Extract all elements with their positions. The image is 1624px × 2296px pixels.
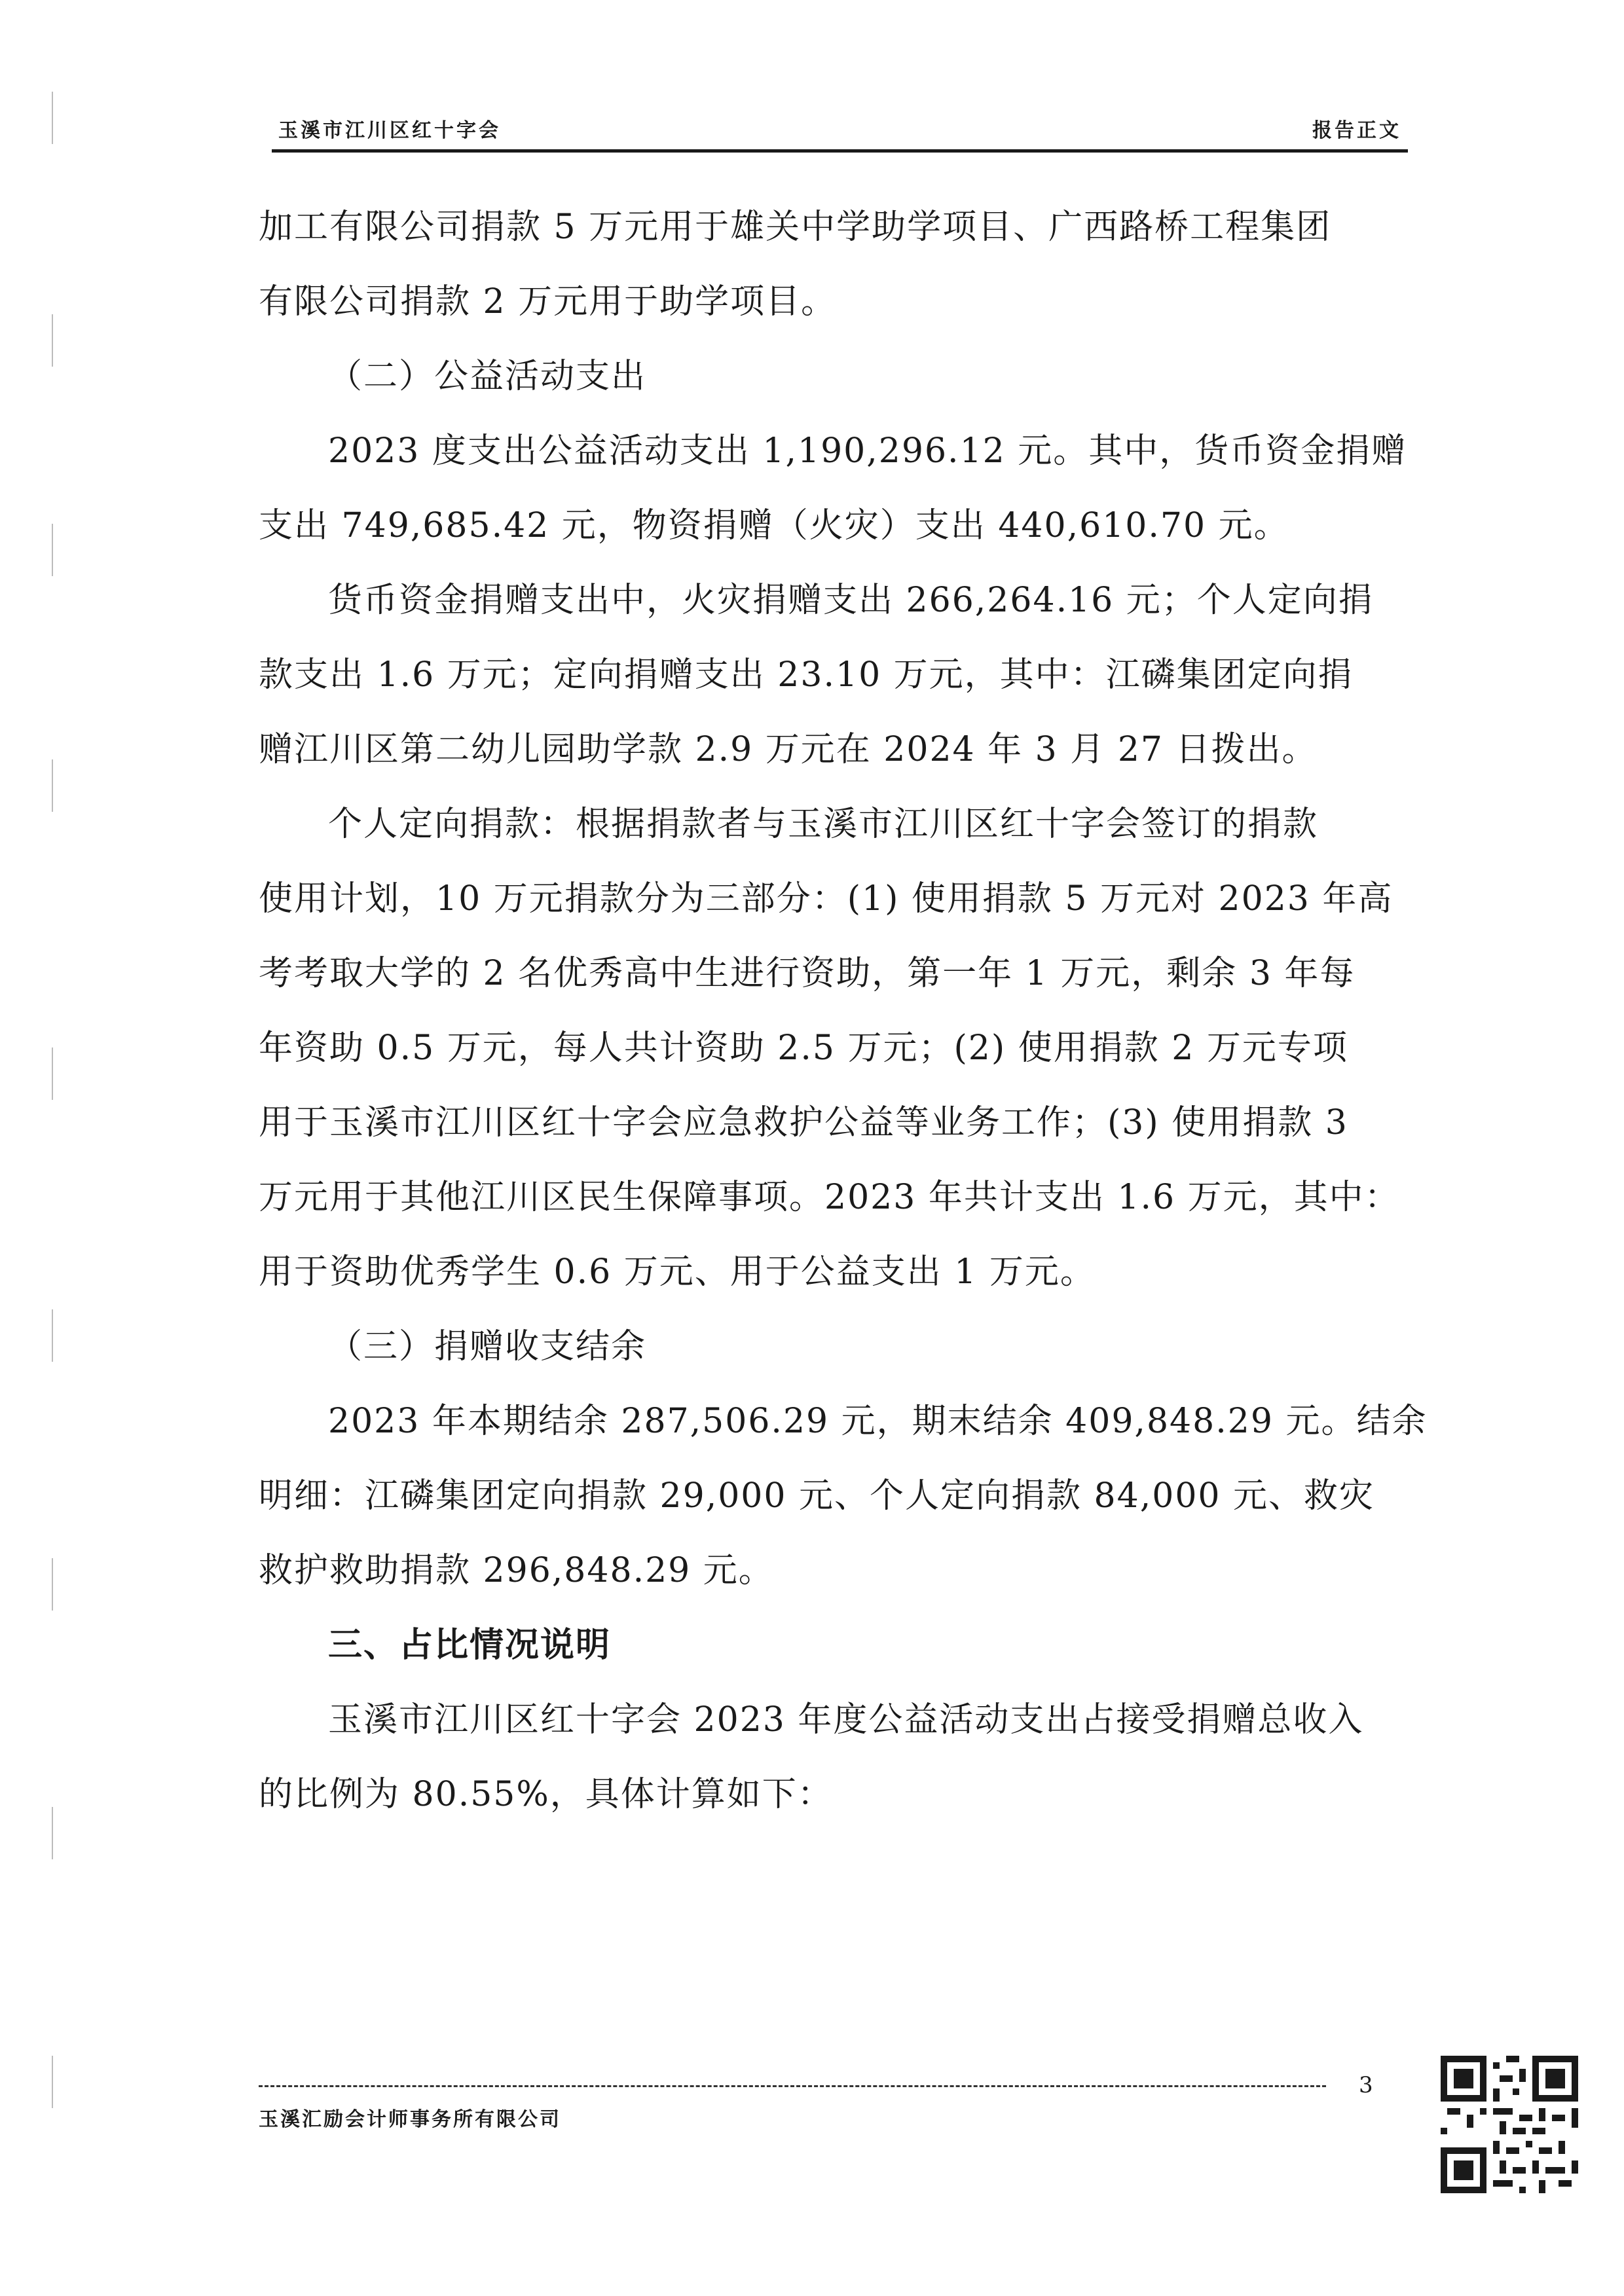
- paragraph-line: 支出 749,685.42 元，物资捐赠（火灾）支出 440,610.70 元。: [259, 506, 1289, 545]
- paragraph-line: 2023 年本期结余 287,506.29 元，期末结余 409,848.29 元。结余: [328, 1402, 1428, 1441]
- paragraph-line: 加工有限公司捐款 5 万元用于雄关中学助学项目、广西路桥工程集团: [259, 208, 1332, 247]
- paragraph-line: 用于玉溪市江川区红十字会应急救护公益等业务工作；(3) 使用捐款 3: [259, 1103, 1348, 1142]
- paragraph-line: 考考取大学的 2 名优秀高中生进行资助，第一年 1 万元，剩余 3 年每: [259, 954, 1356, 993]
- paragraph-line: 2023 度支出公益活动支出 1,190,296.12 元。其中，货币资金捐赠: [328, 431, 1407, 471]
- chapter-heading: 三、占比情况说明: [328, 1626, 612, 1665]
- section-heading: （二）公益活动支出: [328, 357, 647, 396]
- paragraph-line: 明细：江磷集团定向捐款 29,000 元、个人定向捐款 84,000 元、救灾: [259, 1476, 1375, 1516]
- footer-divider: [259, 2085, 1326, 2087]
- qr-code-icon: [1441, 2056, 1578, 2193]
- paragraph-line: 万元用于其他江川区民生保障事项。2023 年共计支出 1.6 万元，其中：: [259, 1178, 1400, 1217]
- paragraph-line: 款支出 1.6 万元；定向捐赠支出 23.10 万元，其中：江磷集团定向捐: [259, 655, 1354, 695]
- page-header: [272, 110, 1408, 153]
- footer-company: 玉溪汇励会计师事务所有限公司: [259, 2108, 561, 2131]
- scan-edge-marks: [39, 92, 65, 2154]
- paragraph-line: 救护救助捐款 296,848.29 元。: [259, 1551, 774, 1590]
- paragraph-line: 有限公司捐款 2 万元用于助学项目。: [259, 282, 837, 321]
- paragraph-line: 年资助 0.5 万元，每人共计资助 2.5 万元；(2) 使用捐款 2 万元专项: [259, 1029, 1348, 1068]
- paragraph-line: 赠江川区第二幼儿园助学款 2.9 万元在 2024 年 3 月 27 日拨出。: [259, 730, 1318, 769]
- paragraph-line: 个人定向捐款：根据捐款者与玉溪市江川区红十字会签订的捐款: [328, 805, 1319, 844]
- header-section-title: 报告正文: [1312, 119, 1401, 142]
- paragraph-line: 用于资助优秀学生 0.6 万元、用于公益支出 1 万元。: [259, 1252, 1096, 1292]
- header-organization: 玉溪市江川区红十字会: [278, 119, 501, 142]
- page-number: 3: [1359, 2072, 1373, 2098]
- paragraph-line: 的比例为 80.55%，具体计算如下：: [259, 1775, 833, 1814]
- paragraph-line: 货币资金捐赠支出中，火灾捐赠支出 266,264.16 元；个人定向捐: [328, 581, 1374, 620]
- document-body: [259, 190, 1428, 1832]
- paragraph-line: 玉溪市江川区红十字会 2023 年度公益活动支出占接受捐赠总收入: [328, 1700, 1364, 1740]
- section-heading: （三）捐赠收支结余: [328, 1327, 647, 1366]
- paragraph-line: 使用计划，10 万元捐款分为三部分：(1) 使用捐款 5 万元对 2023 年高: [259, 879, 1393, 919]
